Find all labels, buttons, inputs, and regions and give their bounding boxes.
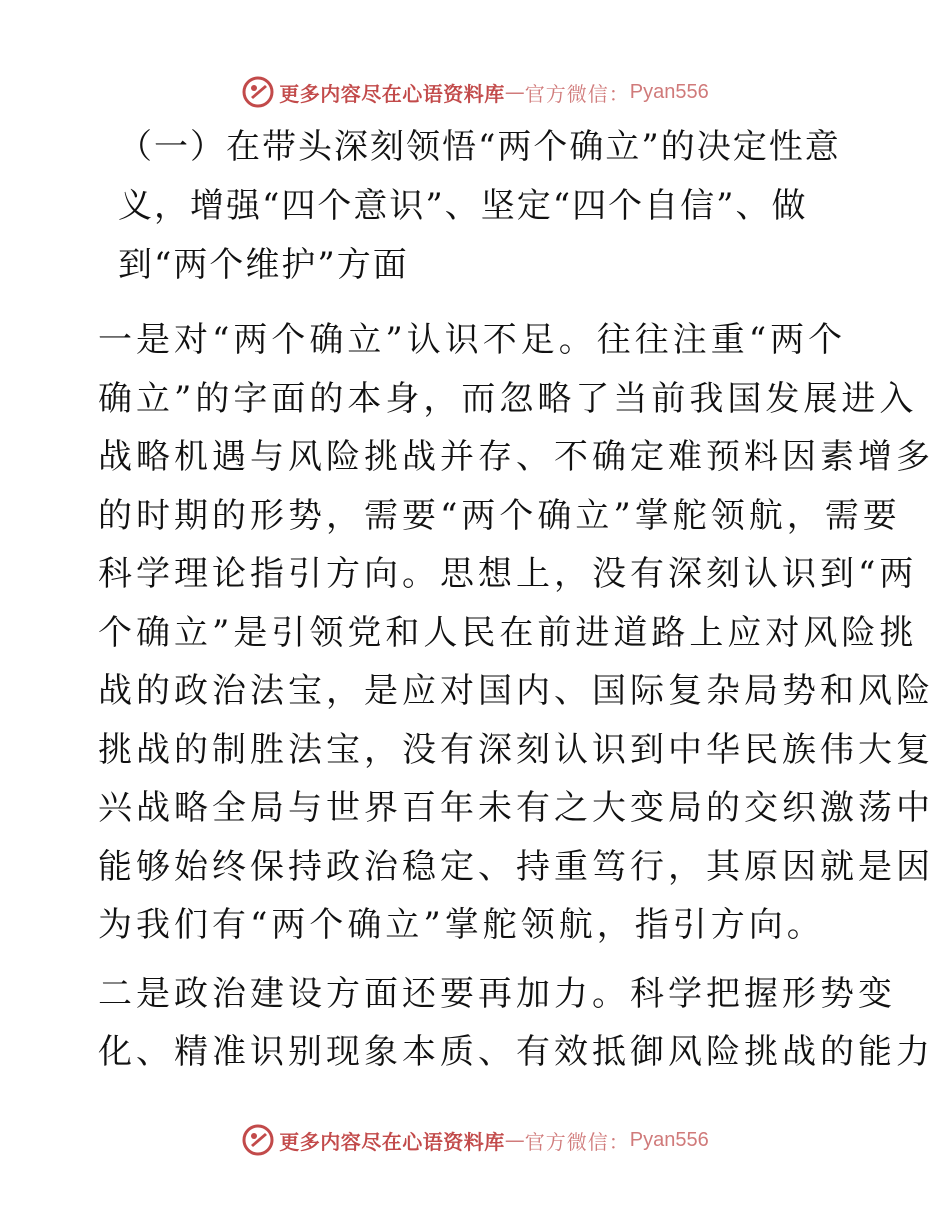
paragraph-line: 个确立”是引领党和人民在前进道路上应对风险挑: [98, 612, 918, 653]
watermark-header: [0, 72, 950, 112]
watermark-brand: 更多内容尽在心语资料库: [279, 81, 505, 106]
document-body: [98, 118, 934, 1092]
brand-logo-icon: [241, 1123, 275, 1157]
watermark-official: 官方微信：: [524, 1129, 630, 1154]
paragraph-line: 战略机遇与风险挑战并存、不确定难预料因素增多: [98, 437, 934, 477]
heading-line: 到“两个维护”方面: [118, 245, 409, 285]
paragraph-line: 战的政治法宝，是应对国内、国际复杂局势和风险: [98, 671, 934, 711]
paragraph-1: [98, 311, 934, 955]
watermark-brand: 更多内容尽在心语资料库: [279, 1129, 505, 1154]
paragraph-line: 科学理论指引方向。思想上，没有深刻认识到“两: [98, 554, 918, 594]
watermark-official: 官方微信：: [524, 81, 630, 106]
paragraph-line: 能够始终保持政治稳定、持重笃行，其原因就是因: [98, 846, 934, 887]
paragraph-line: 确立”的字面的本身，而忽略了当前我国发展进入: [98, 378, 918, 419]
watermark-wechat-id: Pyan556: [629, 80, 709, 103]
watermark-footer: [0, 1120, 950, 1160]
heading-line: （一）在带头深刻领悟“两个确立”的决定性意: [118, 127, 841, 167]
watermark-dash: —: [504, 80, 525, 104]
paragraph-line: 的时期的形势，需要“两个确立”掌舵领航，需要: [98, 495, 901, 536]
watermark-wechat-id: Pyan556: [629, 1128, 709, 1151]
heading-line: 义，增强“四个意识”、坚定“四个自信”、做: [118, 186, 808, 226]
brand-logo-icon: [241, 75, 275, 109]
watermark-dash: —: [504, 1128, 525, 1152]
paragraph-line: 兴战略全局与世界百年未有之大变局的交织激荡中: [98, 788, 934, 828]
paragraph-line: 二是政治建设方面还要再加力。科学把握形势变: [98, 973, 896, 1014]
paragraph-line: 化、精准识别现象本质、有效抵御风险挑战的能力: [98, 1032, 934, 1072]
paragraph-line: 为我们有“两个确立”掌舵领航，指引方向。: [98, 905, 825, 945]
section-heading: [118, 118, 858, 295]
paragraph-line: 一是对“两个确立”认识不足。往往注重“两个: [98, 320, 847, 360]
paragraph-2: [98, 965, 934, 1082]
paragraph-line: 挑战的制胜法宝，没有深刻认识到中华民族伟大复: [98, 729, 934, 770]
